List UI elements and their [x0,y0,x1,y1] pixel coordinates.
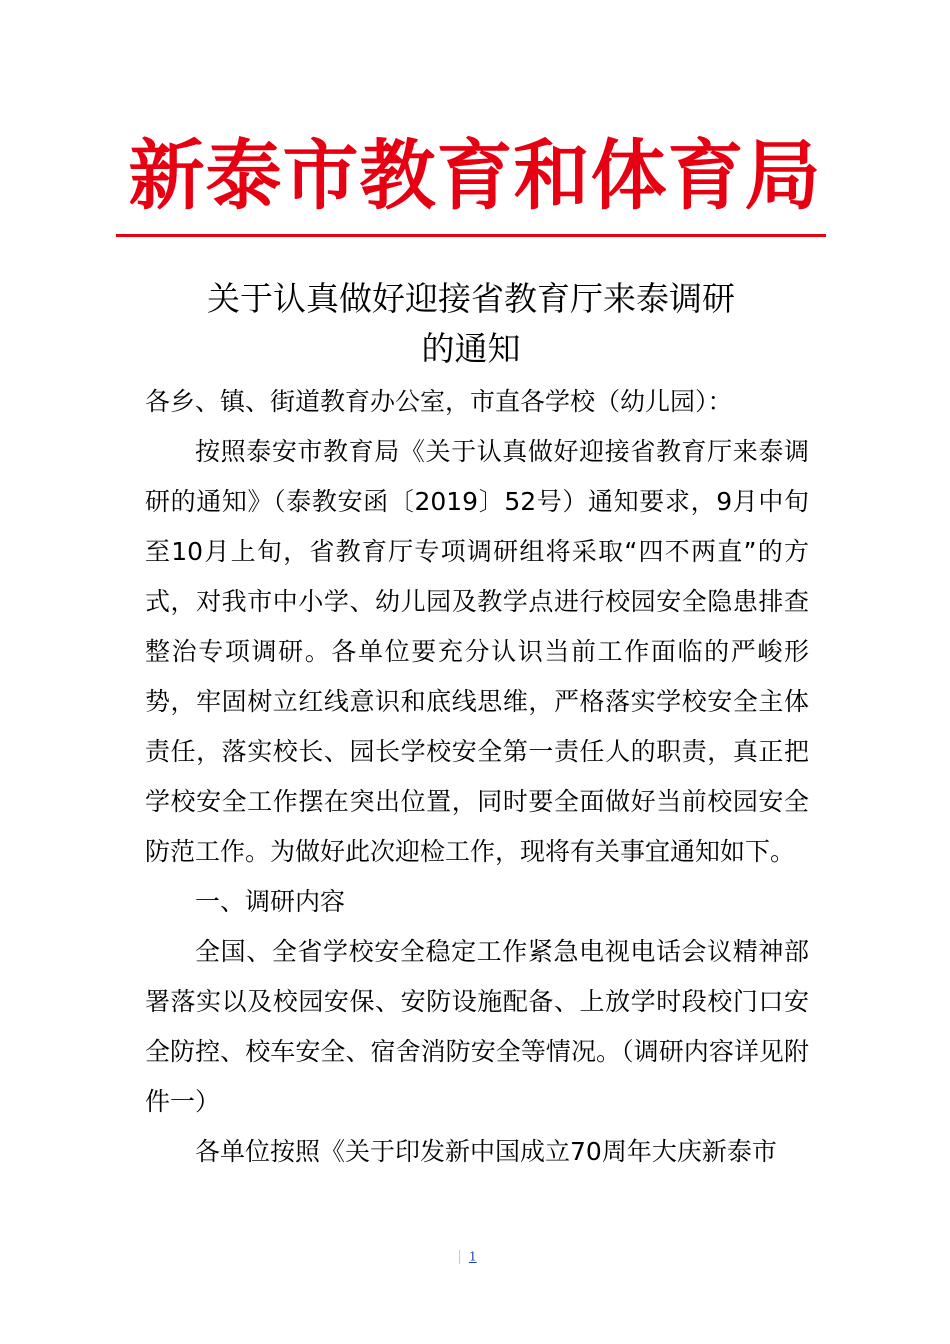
salutation: 各乡、镇、街道教育办公室，市直各学校（幼儿园）： [145,387,733,416]
document-title-line-1: 关于认真做好迎接省教育厅来泰调研 [207,279,735,318]
paragraph-intro: 按照泰安市教育局《关于认真做好迎接省教育厅来泰调研的通知》（泰教安函〔2019〕52号）通知要求，9月中旬至10月上旬，省教育厅专项调研组将采取“四不两直”的方式，对我市中小学、幼儿园及教学点进行校园安全隐患排查整治专项调研。各单位要充分认识当前工作面临的严峻形势，牢固树立红线意识和底线思维，严格落实学校安全主体责任，落实校长、园长学校安全第一责任人的职责，真正把学校安全工作摆在突出位置，同时要全面做好当前校园安全防范工作。为做好此次迎检工作，现将有关事宜通知如下。 [145,437,809,866]
document-title [116,274,826,374]
paragraph-continued: 各单位按照《关于印发新中国成立70周年大庆新泰市 [195,1137,777,1166]
masthead-org-name: 新泰市教育和体育局 [128,131,822,220]
page-footer [459,1248,477,1264]
document-body [145,377,809,1177]
paragraph-research-content: 全国、全省学校安全稳定工作紧急电视电话会议精神部署落实以及校园安保、安防设施配备、上放学时段校门口安全防控、校车安全、宿舍消防安全等情况。（调研内容详见附件一） [145,937,809,1116]
masthead-divider [116,234,826,237]
page-number: 1 [469,1249,477,1264]
section-heading-research-content: 一、调研内容 [195,887,346,916]
document-title-line-2: 的通知 [421,329,521,368]
footer-separator [459,1250,460,1264]
